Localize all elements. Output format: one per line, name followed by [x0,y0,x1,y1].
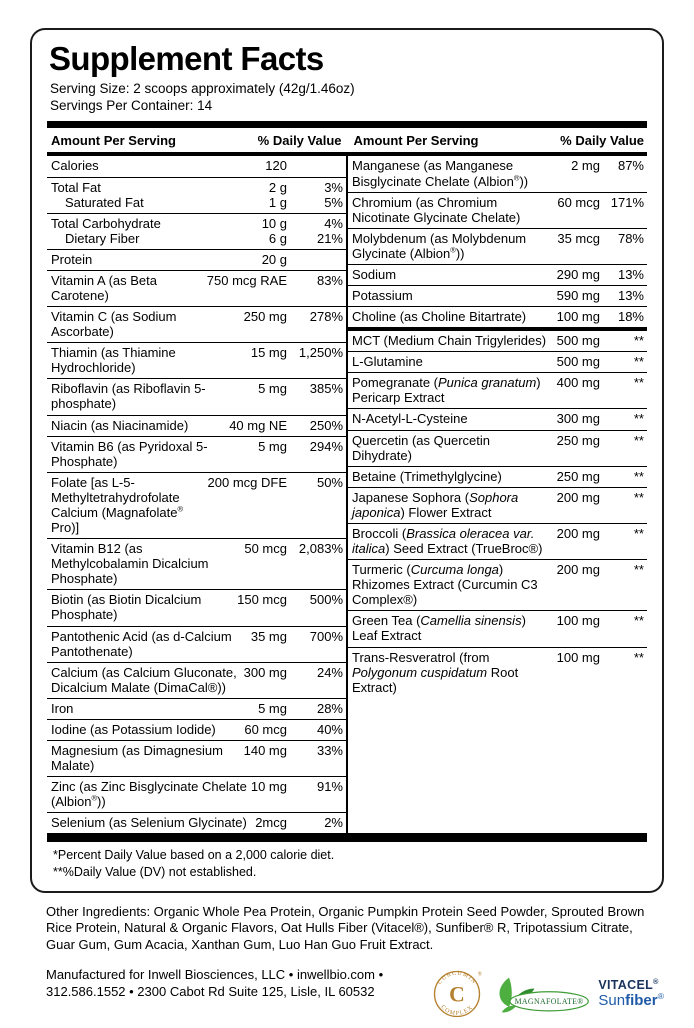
nutrient-name: Pantothenic Acid (as d-Calcium Pantothenate) [51,628,232,659]
left-column-header [47,128,345,152]
nutrient-amount: 35 mcg [557,230,600,246]
nutrient-entry [352,411,644,426]
nutrient-entry [352,650,644,695]
nutrient-amount: 100 mg [556,649,600,665]
nutrient-daily-value: ** [633,562,644,578]
nutrient-daily-value: 1,250% [298,345,343,361]
nutrient-daily-value: ** [633,525,644,541]
nutrient-entry [51,273,343,303]
table-row [348,523,647,559]
nutrient-entry [352,433,644,463]
table-row [47,698,346,719]
nutrient-name: MCT (Medium Chain Trigylerides) [352,333,547,349]
nutrient-amount: 400 mg [556,375,600,391]
nutrient-amount: 5 mg [258,700,287,716]
nutrient-entry [51,815,343,830]
nutrient-amount: 750 mcg RAE [206,272,287,288]
curcumin-arc-text: CURCUMIN [437,971,478,987]
nutrient-amount: 200 mg [556,525,600,541]
nutrient-name: Biotin (as Biotin Dicalcium Phosphate) [51,592,202,623]
nutrient-entry [51,722,343,737]
nutrient-amount: 40 mg NE [229,417,287,433]
nutrient-name: Manganese (as Manganese Bisglycinate Chelate (Albion®)) [352,158,529,189]
table-row [348,228,647,264]
nutrient-entry [352,267,644,282]
nutrient-entry [51,195,343,210]
magnafolate-text: MAGNAFOLATE® [514,997,584,1007]
footnotes [47,842,647,883]
nutrient-amount: 300 mg [243,664,287,680]
nutrient-entry [51,665,343,695]
vitacel-wordmark: VITACEL [598,978,654,993]
sunfiber-reg-mark: ® [657,990,664,1001]
table-row [348,285,647,306]
table-row [348,430,647,466]
table-row [47,472,346,538]
footnote-dv-not-established: **%Daily Value (DV) not established. [53,864,257,879]
nutrient-daily-value: 33% [316,742,343,758]
column-header-row [47,128,647,152]
nutrient-daily-value: 40% [316,721,343,737]
nutrient-amount: 100 mg [556,309,600,325]
nutrient-name: Riboflavin (as Riboflavin 5-phosphate) [51,381,206,412]
nutrient-daily-value: 78% [617,230,644,246]
nutrient-name: Folate [as L-5-Methyltetrahydrofolate Calcium (Magnafolate® Pro)] [51,474,184,536]
nutrient-amount: 6 g [268,230,287,246]
nutrient-daily-value: 385% [309,381,343,397]
nutrient-name: Turmeric (Curcuma longa) Rhizomes Extract (Curcumin C3 Complex®) [352,562,538,608]
magnafolate-icon [489,972,591,1016]
complex-arc-text: COMPLEX [439,1004,476,1018]
nutrient-entry [51,592,343,622]
nutrient-name: Iron [51,700,74,716]
nutrient-entry [352,333,644,348]
nutrient-name: Vitamin B12 (as Methylcobalamin Dicalcium Phosphate) [51,541,209,587]
nutrient-name: Thiamin (as Thiamine Hydrochloride) [51,345,176,376]
nutrient-daily-value: ** [633,468,644,484]
nutrient-daily-value: 87% [617,158,644,174]
table-row [348,647,647,698]
nutrient-daily-value: 28% [316,700,343,716]
nutrient-name: Pomegranate (Punica granatum) Pericarp Extract [352,375,541,406]
nutrient-amount: 200 mg [556,489,600,505]
table-row [348,264,647,285]
nutrient-name: Molybdenum (as Molybdenum Glycinate (Albion®)) [352,230,527,261]
nutrient-name: Total Carbohydrate [51,215,161,231]
nutrient-amount: 250 mg [556,468,600,484]
nutrient-entry [51,252,343,267]
nutrient-daily-value: 2% [324,815,343,831]
nutrient-entry [51,231,343,246]
nutrient-entry [51,629,343,659]
footnote-daily-value: *Percent Daily Value based on a 2,000 calorie diet. [53,848,335,863]
table-row [348,372,647,408]
table-row [47,342,346,378]
nutrient-daily-value: 24% [316,664,343,680]
right-column-header [345,128,648,152]
nutrient-daily-value: 278% [309,309,343,325]
nutrient-daily-value: ** [633,613,644,629]
table-row [348,487,647,523]
nutrient-entry [51,309,343,339]
table-row [348,610,647,646]
nutrient-daily-value: 13% [617,266,644,282]
table-row [47,415,346,436]
nutrient-amount: 5 mg [258,438,287,454]
nutrient-entry [51,541,343,586]
table-row [47,213,346,249]
nutrient-entry [352,613,644,643]
nutrient-daily-value: ** [633,432,644,448]
nutrient-entry [352,469,644,484]
table-row [47,249,346,270]
nutrient-entry [51,439,343,469]
table-row [47,626,346,662]
table-row [47,270,346,306]
nutrient-daily-value: 171% [610,194,644,210]
nutrient-name: Trans-Resveratrol (from Polygonum cuspidatum Root Extract) [352,649,519,695]
nutrient-entry [352,288,644,303]
nutrient-name: Calcium (as Calcium Gluconate, Dicalcium Malate (DimaCal®)) [51,664,237,695]
nutrient-daily-value: 2,083% [298,541,343,557]
nutrient-amount: 2 g [268,179,287,195]
table-row [348,306,647,327]
table-row [47,719,346,740]
amount-per-serving-header: Amount Per Serving [51,133,176,149]
nutrient-daily-value [291,158,343,173]
nutrient-name: Choline (as Choline Bitartrate) [352,309,527,325]
nutrient-daily-value: 50% [316,474,343,490]
nutrient-entry [51,475,343,535]
nutrient-entry [352,231,644,261]
nutrient-amount: 500 mg [556,354,600,370]
bottom-divider-bar [47,833,647,842]
nutrient-amount: 250 mg [243,309,287,325]
nutrient-amount: 2 mg [571,158,600,174]
nutrient-daily-value: 83% [316,272,343,288]
nutrient-daily-value: 700% [309,628,343,644]
nutrient-entry [352,354,644,369]
table-row [348,192,647,228]
table-row [47,436,346,472]
amount-per-serving-header: Amount Per Serving [353,133,479,149]
nutrient-daily-value: 13% [617,288,644,304]
daily-value-header: % Daily Value [560,133,644,149]
nutrient-name: Betaine (Trimethylglycine) [352,468,502,484]
nutrient-daily-value: ** [633,411,644,427]
table-row [348,408,647,429]
nutrient-amount: 500 mg [556,333,600,349]
nutrient-name: Zinc (as Zinc Bisglycinate Chelate (Albion®)) [51,779,247,810]
nutrient-name: Iodine (as Potassium Iodide) [51,721,216,737]
nutrient-name: Dietary Fiber [65,230,140,246]
nutrient-name: Saturated Fat [65,194,144,210]
nutrient-amount: 20 g [261,251,287,267]
nutrient-entry [352,490,644,520]
nutrient-daily-value: ** [633,354,644,370]
serving-size-line: Serving Size: 2 scoops approximately (42g/1.46oz) [50,81,355,96]
table-row [348,327,647,351]
nutrient-name: Total Fat [51,179,101,195]
curcumin-c-letter: C [449,982,466,1007]
nutrient-entry [352,375,644,405]
nutrient-amount: 250 mg [556,432,600,448]
nutrient-entry [51,345,343,375]
nutrient-amount: 140 mg [243,742,287,758]
manufacturer-line-2: 312.586.1552 • 2300 Cabot Rd Suite 125, Lisle, IL 60532 [46,984,375,1000]
nutrient-amount: 100 mg [556,613,600,629]
nutrient-entry [352,195,644,225]
supplement-label-page [0,28,694,1028]
nutrient-name: Vitamin B6 (as Pyridoxal 5-Phosphate) [51,438,208,469]
other-ingredients-paragraph: Other Ingredients: Organic Whole Pea Protein, Organic Pumpkin Protein Seed Powder, Sprouted Brown Rice Protein, Natural & Organic Flavors, Oat Hulls Fiber (Vitacel®), Sunfiber® R, Tripotassium Citrate, Guar Gum, Gum Acacia, Xanthan Gum, Luo Han Guo Fruit Extract. [46,903,645,952]
top-divider-bar [47,121,647,128]
table-row [47,538,346,589]
nutrient-amount: 150 mcg [237,592,287,608]
nutrient-name: Niacin (as Niacinamide) [51,417,189,433]
nutrient-daily-value: 5% [324,194,343,210]
nutrient-entry [352,526,644,556]
nutrient-amount: 300 mg [556,411,600,427]
nutrient-amount: 5 mg [258,381,287,397]
nutrient-name: Broccoli (Brassica oleracea var. italica) Seed Extract (TrueBroc®) [352,525,543,557]
nutrient-name: Japanese Sophora (Sophora japonica) Flower Extract [352,489,519,520]
nutrient-amount: 60 mcg [557,194,600,210]
nutrient-amount: 60 mcg [244,721,287,737]
nutrient-amount: 200 mg [556,562,600,578]
nutrient-entry [352,309,644,324]
nutrient-entry [51,701,343,716]
manufacturer-line-1: Manufactured for Inwell Biosciences, LLC • inwellbio.com • [46,967,384,983]
nutrient-amount: 290 mg [556,266,600,282]
nutrient-name: Selenium (as Selenium Glycinate) [51,815,247,831]
nutrient-name: Sodium [352,266,397,282]
nutrient-daily-value: 3% [324,179,343,195]
nutrient-daily-value: ** [633,649,644,665]
nutrient-amount: 120 [265,158,287,174]
nutrient-daily-value: 250% [309,417,343,433]
nutrient-daily-value: ** [633,333,644,349]
table-row [348,351,647,372]
nutrient-amount: 1 g [268,194,287,210]
manufacturer-info [46,967,383,1001]
table-row [47,589,346,625]
nutrient-entry [51,779,343,809]
nutrient-daily-value: ** [633,489,644,505]
nutrient-amount: 15 mg [250,345,287,361]
panel-title: Supplement Facts [49,40,324,77]
servings-per-container-line: Servings Per Container: 14 [50,97,213,113]
nutrient-daily-value: 294% [309,438,343,454]
supplement-facts-panel [30,28,664,893]
nutrient-entry [51,381,343,411]
table-row [47,306,346,342]
nutrient-name: Potassium [352,288,413,304]
nutrient-amount: 590 mg [556,288,600,304]
manufacturer-section [46,967,664,1019]
table-row [47,177,346,213]
nutrient-daily-value: ** [633,375,644,391]
nutrient-daily-value [291,252,343,267]
nutrient-entry [51,158,343,173]
nutrient-daily-value: 500% [309,592,343,608]
sunfiber-suffix: fiber [625,991,658,1009]
table-row [47,378,346,414]
nutrient-entry [51,180,343,195]
nutrient-entry [352,158,644,188]
daily-value-header: % Daily Value [257,133,342,149]
table-row [348,466,647,487]
nutrient-amount: 10 g [261,215,287,231]
nutrient-name: N-Acetyl-L-Cysteine [352,411,468,427]
nutrient-amount: 2mcg [255,815,287,831]
nutrient-name: Magnesium (as Dimagnesium Malate) [51,742,223,774]
nutrient-name: Green Tea (Camellia sinensis) Leaf Extract [352,613,526,644]
nutrient-entry [51,418,343,433]
certification-logos [432,967,664,1019]
vitacel-sunfiber-logo [598,979,664,1009]
curcumin-c3-complex-icon [432,969,482,1019]
nutrient-name: Quercetin (as Quercetin Dihydrate) [352,432,491,463]
nutrient-table-body [47,156,647,833]
nutrient-name: Calories [51,158,99,174]
table-row [47,740,346,776]
nutrient-amount: 10 mg [250,779,287,795]
nutrient-amount: 35 mg [250,628,287,644]
table-row [348,559,647,610]
nutrient-entry [352,562,644,607]
nutrient-name: Chromium (as Chromium Nicotinate Glycinate Chelate) [352,194,521,225]
nutrient-amount: 200 mcg DFE [207,474,287,490]
nutrient-name: Protein [51,251,93,267]
nutrient-daily-value: 18% [617,309,644,325]
nutrient-daily-value: 91% [316,779,343,795]
nutrient-name: Vitamin A (as Beta Carotene) [51,272,157,304]
nutrient-daily-value: 4% [324,215,343,231]
sunfiber-prefix: Sun [598,991,626,1009]
nutrient-name: Vitamin C (as Sodium Ascorbate) [51,309,177,340]
nutrient-daily-value: 21% [316,230,343,246]
table-row [348,156,647,191]
left-nutrient-column [47,156,346,833]
table-row [47,662,346,698]
nutrient-entry [51,216,343,231]
table-row [47,776,346,812]
curcumin-reg-mark: ® [478,972,482,979]
nutrient-name: L-Glutamine [352,354,423,370]
table-row [47,156,346,176]
right-nutrient-column [346,156,647,833]
nutrient-entry [51,743,343,773]
nutrient-amount: 50 mcg [244,541,287,557]
vitacel-reg-mark: ® [653,977,659,987]
table-row [47,812,346,833]
